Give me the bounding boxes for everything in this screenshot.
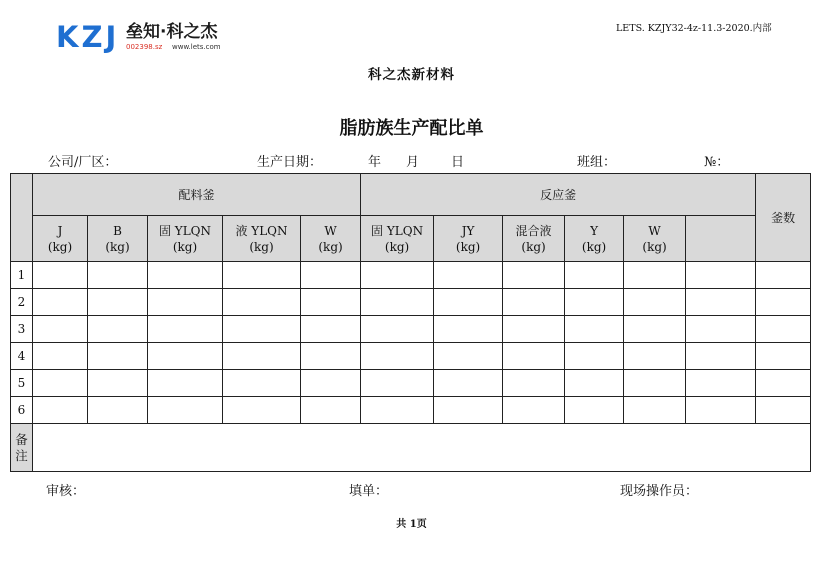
column-header: J (kg) [33, 216, 88, 262]
column-header: W (kg) [624, 216, 686, 262]
kettle-count-header: 釜数 [756, 174, 811, 262]
corner-cell [11, 174, 33, 262]
document-code: LETS. KZJY32-4z-11.3-2020.内部 [616, 23, 772, 34]
table-row [11, 316, 811, 343]
row-number: 5 [11, 370, 33, 397]
notes-row [11, 424, 811, 472]
column-header: 液 YLQN (kg) [223, 216, 301, 262]
filled-by-label: 填单： [349, 484, 389, 499]
number-label: №： [704, 155, 730, 170]
production-date-label: 生产日期： [257, 155, 323, 170]
table-row [11, 262, 811, 289]
column-header: Y (kg) [565, 216, 624, 262]
column-header: B (kg) [88, 216, 148, 262]
row-number: 6 [11, 397, 33, 424]
column-header: 固 YLQN (kg) [361, 216, 434, 262]
logo-letters: KZJ [56, 20, 120, 54]
form-title: 脂肪族生产配比单 [339, 118, 484, 139]
company-factory-label: 公司/厂区： [48, 155, 118, 170]
column-header: JY (kg) [434, 216, 503, 262]
row-number: 1 [11, 262, 33, 289]
logo-stock-code: 002398.sz [126, 43, 163, 51]
operator-label: 现场操作员： [620, 484, 699, 499]
row-number: 3 [11, 316, 33, 343]
ratio-table [10, 173, 811, 472]
column-header [686, 216, 756, 262]
table-row [11, 343, 811, 370]
company-logo [56, 20, 256, 56]
notes-cell [33, 424, 811, 472]
day-label: 日 [451, 155, 465, 170]
month-label: 月 [406, 155, 420, 170]
batching-kettle-header: 配料釜 [33, 174, 361, 216]
table-row [11, 370, 811, 397]
reviewer-label: 审核： [46, 484, 86, 499]
table-row [11, 289, 811, 316]
year-label: 年 [368, 155, 382, 170]
column-header: W (kg) [301, 216, 361, 262]
table-row [11, 397, 811, 424]
row-number: 2 [11, 289, 33, 316]
page-number: 共 1页 [396, 519, 427, 530]
logo-url: www.lets.com [172, 43, 221, 51]
column-header: 固 YLQN (kg) [148, 216, 223, 262]
shift-label: 班组： [577, 155, 617, 170]
logo-chinese-name: 垒知·科之杰 [126, 22, 218, 42]
company-name: 科之杰新材料 [368, 67, 455, 83]
notes-label: 备 注 [11, 424, 33, 472]
column-header: 混合液 (kg) [503, 216, 565, 262]
row-number: 4 [11, 343, 33, 370]
reaction-kettle-header: 反应釜 [361, 174, 756, 216]
